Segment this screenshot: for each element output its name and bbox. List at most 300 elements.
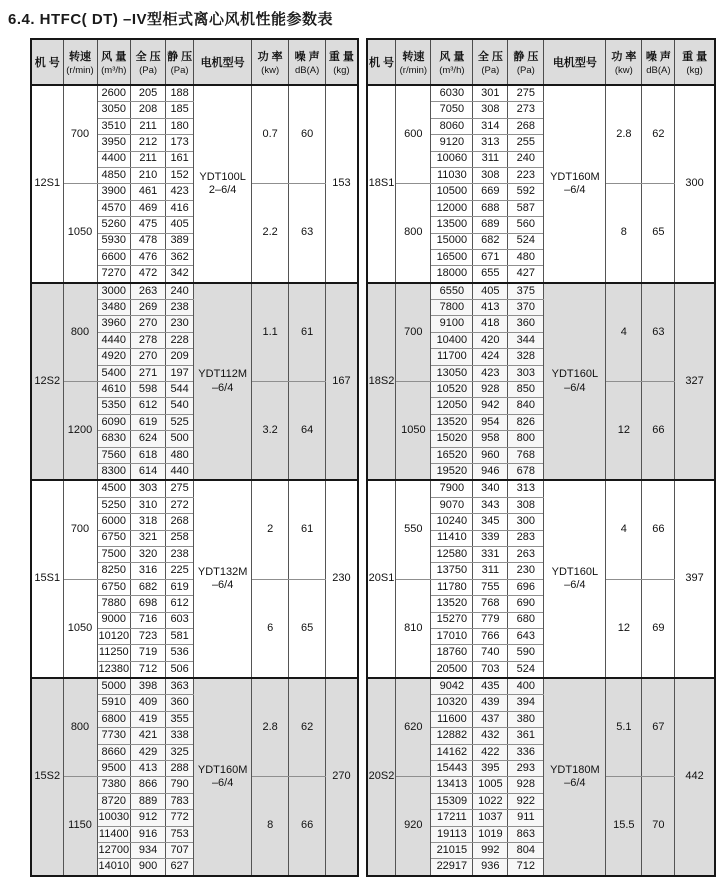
cell-airflow: 7500 — [97, 546, 131, 562]
cell-total-pressure: 624 — [131, 431, 166, 447]
cell-speed: 810 — [396, 579, 431, 678]
cell-static-pressure: 336 — [508, 744, 544, 760]
cell-total-pressure: 598 — [131, 382, 166, 398]
cell-airflow: 16500 — [431, 249, 473, 265]
cell-static-pressure: 180 — [166, 118, 194, 134]
cell-total-pressure: 688 — [473, 200, 508, 216]
cell-airflow: 14162 — [431, 744, 473, 760]
cell-total-pressure: 942 — [473, 398, 508, 414]
cell-power: 15.5 — [606, 777, 642, 876]
cell-total-pressure: 421 — [131, 728, 166, 744]
cell-static-pressure: 152 — [166, 167, 194, 183]
cell-airflow: 8720 — [97, 793, 131, 809]
cell-noise: 61 — [289, 283, 326, 382]
cell-total-pressure: 331 — [473, 546, 508, 562]
cell-motor-model: YDT180M –6/4 — [544, 678, 606, 876]
cell-weight: 230 — [326, 480, 358, 678]
cell-static-pressure: 863 — [508, 826, 544, 842]
cell-static-pressure: 680 — [508, 612, 544, 628]
cell-total-pressure: 954 — [473, 414, 508, 430]
cell-airflow: 15270 — [431, 612, 473, 628]
cell-static-pressure: 188 — [166, 85, 194, 102]
cell-weight: 300 — [675, 85, 715, 283]
cell-total-pressure: 422 — [473, 744, 508, 760]
cell-total-pressure: 912 — [131, 810, 166, 826]
cell-airflow: 12380 — [97, 661, 131, 678]
cell-static-pressure: 268 — [166, 514, 194, 530]
cell-static-pressure: 753 — [166, 826, 194, 842]
cell-total-pressure: 303 — [131, 480, 166, 497]
cell-static-pressure: 707 — [166, 842, 194, 858]
cell-airflow: 3480 — [97, 300, 131, 316]
col-header-speed: 转速 (r/min) — [396, 39, 431, 85]
cell-total-pressure: 429 — [131, 744, 166, 760]
cell-airflow: 13520 — [431, 414, 473, 430]
cell-static-pressure: 209 — [166, 349, 194, 365]
cell-static-pressure: 293 — [508, 761, 544, 777]
cell-speed: 1150 — [63, 777, 97, 876]
cell-airflow: 6000 — [97, 514, 131, 530]
cell-airflow: 6750 — [97, 579, 131, 595]
cell-total-pressure: 424 — [473, 349, 508, 365]
cell-total-pressure: 475 — [131, 217, 166, 233]
cell-speed: 800 — [396, 184, 431, 283]
cell-static-pressure: 272 — [166, 497, 194, 513]
cell-total-pressure: 395 — [473, 761, 508, 777]
cell-total-pressure: 405 — [473, 283, 508, 300]
col-header-weight: 重 量 (kg) — [326, 39, 358, 85]
cell-total-pressure: 469 — [131, 200, 166, 216]
cell-airflow: 15000 — [431, 233, 473, 249]
col-header-total-pressure: 全 压 (Pa) — [131, 39, 166, 85]
cell-static-pressure: 772 — [166, 810, 194, 826]
cell-noise: 64 — [289, 382, 326, 481]
cell-total-pressure: 478 — [131, 233, 166, 249]
cell-total-pressure: 669 — [473, 184, 508, 200]
cell-model: 12S2 — [31, 283, 63, 481]
cell-weight: 327 — [675, 283, 715, 481]
cell-static-pressure: 313 — [508, 480, 544, 497]
cell-airflow: 6830 — [97, 431, 131, 447]
cell-static-pressure: 258 — [166, 530, 194, 546]
cell-power: 2.2 — [252, 184, 289, 283]
col-header-model: 机 号 — [367, 39, 396, 85]
cell-static-pressure: 173 — [166, 135, 194, 151]
cell-static-pressure: 405 — [166, 217, 194, 233]
cell-airflow: 15309 — [431, 793, 473, 809]
cell-motor-model: YDT160M –6/4 — [544, 85, 606, 283]
cell-airflow: 3960 — [97, 316, 131, 332]
cell-model: 12S1 — [31, 85, 63, 283]
cell-static-pressure: 273 — [508, 102, 544, 118]
cell-speed: 550 — [396, 480, 431, 579]
cell-power: 5.1 — [606, 678, 642, 777]
cell-airflow: 9100 — [431, 316, 473, 332]
cell-airflow: 20500 — [431, 661, 473, 678]
cell-total-pressure: 916 — [131, 826, 166, 842]
cell-airflow: 3510 — [97, 118, 131, 134]
cell-airflow: 15020 — [431, 431, 473, 447]
cell-airflow: 10500 — [431, 184, 473, 200]
cell-total-pressure: 619 — [131, 414, 166, 430]
cell-total-pressure: 472 — [131, 266, 166, 283]
cell-airflow: 8300 — [97, 463, 131, 480]
cell-static-pressure: 342 — [166, 266, 194, 283]
cell-total-pressure: 413 — [473, 300, 508, 316]
cell-total-pressure: 682 — [473, 233, 508, 249]
cell-airflow: 12882 — [431, 728, 473, 744]
cell-airflow: 5000 — [97, 678, 131, 695]
cell-total-pressure: 398 — [131, 678, 166, 695]
cell-power: 8 — [606, 184, 642, 283]
cell-total-pressure: 614 — [131, 463, 166, 480]
cell-static-pressure: 840 — [508, 398, 544, 414]
cell-motor-model: YDT112M –6/4 — [194, 283, 252, 481]
cell-static-pressure: 161 — [166, 151, 194, 167]
cell-static-pressure: 389 — [166, 233, 194, 249]
cell-total-pressure: 1037 — [473, 810, 508, 826]
cell-static-pressure: 826 — [508, 414, 544, 430]
col-header-noise: 噪 声 dB(A) — [289, 39, 326, 85]
cell-airflow: 13750 — [431, 563, 473, 579]
cell-static-pressure: 255 — [508, 135, 544, 151]
cell-airflow: 18000 — [431, 266, 473, 283]
cell-static-pressure: 375 — [508, 283, 544, 300]
cell-airflow: 7050 — [431, 102, 473, 118]
cell-airflow: 7560 — [97, 447, 131, 463]
cell-airflow: 17010 — [431, 628, 473, 644]
cell-static-pressure: 268 — [508, 118, 544, 134]
cell-static-pressure: 524 — [508, 233, 544, 249]
cell-airflow: 12000 — [431, 200, 473, 216]
cell-total-pressure: 723 — [131, 628, 166, 644]
cell-static-pressure: 619 — [166, 579, 194, 595]
cell-motor-model: YDT100L 2–6/4 — [194, 85, 252, 283]
cell-total-pressure: 340 — [473, 480, 508, 497]
cell-airflow: 12580 — [431, 546, 473, 562]
cell-total-pressure: 1022 — [473, 793, 508, 809]
cell-model: 20S1 — [367, 480, 396, 678]
cell-total-pressure: 339 — [473, 530, 508, 546]
cell-airflow: 6600 — [97, 249, 131, 265]
cell-power: 4 — [606, 283, 642, 382]
cell-airflow: 4570 — [97, 200, 131, 216]
cell-airflow: 4400 — [97, 151, 131, 167]
cell-total-pressure: 212 — [131, 135, 166, 151]
cell-total-pressure: 420 — [473, 332, 508, 348]
cell-total-pressure: 311 — [473, 563, 508, 579]
cell-speed: 1050 — [63, 184, 97, 283]
table-row — [367, 85, 715, 102]
cell-noise: 65 — [642, 184, 675, 283]
cell-total-pressure: 437 — [473, 711, 508, 727]
cell-speed: 920 — [396, 777, 431, 876]
col-header-model: 机 号 — [31, 39, 63, 85]
cell-total-pressure: 432 — [473, 728, 508, 744]
col-header-motor-model: 电机型号 — [194, 39, 252, 85]
cell-speed: 1050 — [396, 382, 431, 481]
cell-static-pressure: 560 — [508, 217, 544, 233]
cell-total-pressure: 321 — [131, 530, 166, 546]
cell-static-pressure: 240 — [508, 151, 544, 167]
cell-total-pressure: 316 — [131, 563, 166, 579]
cell-airflow: 3900 — [97, 184, 131, 200]
cell-total-pressure: 900 — [131, 859, 166, 876]
col-header-total-pressure: 全 压 (Pa) — [473, 39, 508, 85]
cell-airflow: 3950 — [97, 135, 131, 151]
cell-static-pressure: 325 — [166, 744, 194, 760]
cell-airflow: 13520 — [431, 596, 473, 612]
cell-power: 12 — [606, 579, 642, 678]
cell-airflow: 4500 — [97, 480, 131, 497]
cell-static-pressure: 275 — [508, 85, 544, 102]
cell-total-pressure: 308 — [473, 167, 508, 183]
cell-noise: 63 — [642, 283, 675, 382]
cell-total-pressure: 461 — [131, 184, 166, 200]
cell-speed: 1200 — [63, 382, 97, 481]
spec-table-right — [366, 38, 716, 877]
cell-static-pressure: 911 — [508, 810, 544, 826]
cell-static-pressure: 370 — [508, 300, 544, 316]
cell-static-pressure: 225 — [166, 563, 194, 579]
cell-speed: 700 — [396, 283, 431, 382]
cell-total-pressure: 689 — [473, 217, 508, 233]
cell-noise: 66 — [642, 382, 675, 481]
cell-airflow: 7730 — [97, 728, 131, 744]
cell-airflow: 11400 — [97, 826, 131, 842]
cell-airflow: 12050 — [431, 398, 473, 414]
cell-airflow: 5400 — [97, 365, 131, 381]
cell-weight: 153 — [326, 85, 358, 283]
cell-airflow: 5350 — [97, 398, 131, 414]
cell-airflow: 4440 — [97, 332, 131, 348]
cell-total-pressure: 439 — [473, 695, 508, 711]
cell-power: 2.8 — [252, 678, 289, 777]
cell-static-pressure: 238 — [166, 546, 194, 562]
cell-total-pressure: 211 — [131, 151, 166, 167]
cell-total-pressure: 263 — [131, 283, 166, 300]
cell-total-pressure: 766 — [473, 628, 508, 644]
cell-airflow: 16520 — [431, 447, 473, 463]
cell-airflow: 6090 — [97, 414, 131, 430]
table-row — [367, 678, 715, 695]
cell-total-pressure: 768 — [473, 596, 508, 612]
cell-airflow: 9042 — [431, 678, 473, 695]
cell-static-pressure: 328 — [508, 349, 544, 365]
cell-static-pressure: 612 — [166, 596, 194, 612]
cell-static-pressure: 288 — [166, 761, 194, 777]
cell-static-pressure: 230 — [166, 316, 194, 332]
cell-static-pressure: 275 — [166, 480, 194, 497]
cell-airflow: 11030 — [431, 167, 473, 183]
cell-total-pressure: 423 — [473, 365, 508, 381]
cell-total-pressure: 476 — [131, 249, 166, 265]
table-row — [367, 184, 715, 200]
cell-total-pressure: 612 — [131, 398, 166, 414]
cell-airflow: 7270 — [97, 266, 131, 283]
cell-static-pressure: 263 — [508, 546, 544, 562]
cell-static-pressure: 506 — [166, 661, 194, 678]
cell-static-pressure: 300 — [508, 514, 544, 530]
cell-power: 2 — [252, 480, 289, 579]
cell-total-pressure: 671 — [473, 249, 508, 265]
cell-total-pressure: 418 — [473, 316, 508, 332]
cell-static-pressure: 380 — [508, 711, 544, 727]
cell-total-pressure: 313 — [473, 135, 508, 151]
cell-total-pressure: 712 — [131, 661, 166, 678]
cell-static-pressure: 416 — [166, 200, 194, 216]
cell-model: 18S1 — [367, 85, 396, 283]
cell-airflow: 10030 — [97, 810, 131, 826]
cell-static-pressure: 790 — [166, 777, 194, 793]
cell-static-pressure: 928 — [508, 777, 544, 793]
cell-total-pressure: 311 — [473, 151, 508, 167]
table-row — [367, 283, 715, 300]
cell-static-pressure: 800 — [508, 431, 544, 447]
cell-static-pressure: 690 — [508, 596, 544, 612]
cell-power: 0.7 — [252, 85, 289, 184]
col-header-static-pressure: 静 压 (Pa) — [166, 39, 194, 85]
cell-airflow: 9500 — [97, 761, 131, 777]
cell-total-pressure: 271 — [131, 365, 166, 381]
cell-static-pressure: 400 — [508, 678, 544, 695]
cell-total-pressure: 716 — [131, 612, 166, 628]
cell-static-pressure: 440 — [166, 463, 194, 480]
cell-static-pressure: 355 — [166, 711, 194, 727]
cell-static-pressure: 240 — [166, 283, 194, 300]
cell-static-pressure: 587 — [508, 200, 544, 216]
cell-airflow: 13413 — [431, 777, 473, 793]
cell-power: 8 — [252, 777, 289, 876]
cell-total-pressure: 409 — [131, 695, 166, 711]
cell-airflow: 19113 — [431, 826, 473, 842]
cell-airflow: 5260 — [97, 217, 131, 233]
cell-static-pressure: 678 — [508, 463, 544, 480]
cell-static-pressure: 804 — [508, 842, 544, 858]
cell-static-pressure: 525 — [166, 414, 194, 430]
cell-airflow: 12700 — [97, 842, 131, 858]
cell-weight: 442 — [675, 678, 715, 876]
cell-static-pressure: 363 — [166, 678, 194, 695]
cell-airflow: 3050 — [97, 102, 131, 118]
cell-airflow: 7880 — [97, 596, 131, 612]
cell-total-pressure: 278 — [131, 332, 166, 348]
cell-airflow: 13050 — [431, 365, 473, 381]
cell-static-pressure: 360 — [166, 695, 194, 711]
cell-total-pressure: 435 — [473, 678, 508, 695]
cell-motor-model: YDT160L –6/4 — [544, 480, 606, 678]
cell-total-pressure: 419 — [131, 711, 166, 727]
col-header-airflow: 风 量 (m³/h) — [97, 39, 131, 85]
cell-total-pressure: 618 — [131, 447, 166, 463]
page-title: 6.4. HTFC( DT) –IV型柜式离心风机性能参数表 — [8, 11, 334, 28]
cell-total-pressure: 318 — [131, 514, 166, 530]
cell-static-pressure: 228 — [166, 332, 194, 348]
cell-airflow: 9000 — [97, 612, 131, 628]
cell-noise: 69 — [642, 579, 675, 678]
cell-static-pressure: 603 — [166, 612, 194, 628]
cell-weight: 270 — [326, 678, 358, 876]
spec-table-left — [30, 38, 359, 877]
cell-static-pressure: 197 — [166, 365, 194, 381]
cell-total-pressure: 314 — [473, 118, 508, 134]
page — [0, 8, 720, 877]
cell-noise: 66 — [642, 480, 675, 579]
cell-static-pressure: 308 — [508, 497, 544, 513]
cell-total-pressure: 655 — [473, 266, 508, 283]
cell-total-pressure: 866 — [131, 777, 166, 793]
cell-total-pressure: 946 — [473, 463, 508, 480]
cell-speed: 600 — [396, 85, 431, 184]
cell-total-pressure: 301 — [473, 85, 508, 102]
cell-airflow: 3000 — [97, 283, 131, 300]
cell-total-pressure: 270 — [131, 316, 166, 332]
cell-noise: 61 — [289, 480, 326, 579]
cell-static-pressure: 922 — [508, 793, 544, 809]
cell-total-pressure: 270 — [131, 349, 166, 365]
cell-speed: 620 — [396, 678, 431, 777]
cell-airflow: 10320 — [431, 695, 473, 711]
cell-weight: 167 — [326, 283, 358, 481]
col-header-airflow: 风 量 (m³/h) — [431, 39, 473, 85]
cell-motor-model: YDT160L –6/4 — [544, 283, 606, 481]
table-row — [31, 678, 358, 695]
cell-total-pressure: 210 — [131, 167, 166, 183]
cell-airflow: 10520 — [431, 382, 473, 398]
table-row — [367, 382, 715, 398]
cell-static-pressure: 223 — [508, 167, 544, 183]
cell-airflow: 10120 — [97, 628, 131, 644]
cell-power: 3.2 — [252, 382, 289, 481]
cell-noise: 63 — [289, 184, 326, 283]
cell-static-pressure: 627 — [166, 859, 194, 876]
cell-airflow: 6750 — [97, 530, 131, 546]
cell-total-pressure: 1019 — [473, 826, 508, 842]
cell-airflow: 7900 — [431, 480, 473, 497]
cell-airflow: 5930 — [97, 233, 131, 249]
cell-total-pressure: 719 — [131, 645, 166, 661]
cell-total-pressure: 928 — [473, 382, 508, 398]
header-row — [31, 39, 358, 85]
cell-power: 4 — [606, 480, 642, 579]
cell-total-pressure: 211 — [131, 118, 166, 134]
cell-static-pressure: 480 — [508, 249, 544, 265]
cell-airflow: 5250 — [97, 497, 131, 513]
cell-static-pressure: 360 — [508, 316, 544, 332]
cell-model: 20S2 — [367, 678, 396, 876]
cell-total-pressure: 958 — [473, 431, 508, 447]
cell-total-pressure: 703 — [473, 661, 508, 678]
cell-speed: 700 — [63, 85, 97, 184]
col-header-power: 功 率 (kw) — [252, 39, 289, 85]
cell-speed: 800 — [63, 283, 97, 382]
cell-total-pressure: 208 — [131, 102, 166, 118]
cell-static-pressure: 696 — [508, 579, 544, 595]
cell-noise: 66 — [289, 777, 326, 876]
cell-airflow: 5910 — [97, 695, 131, 711]
cell-airflow: 11250 — [97, 645, 131, 661]
col-header-power: 功 率 (kw) — [606, 39, 642, 85]
cell-total-pressure: 992 — [473, 842, 508, 858]
cell-airflow: 10060 — [431, 151, 473, 167]
cell-static-pressure: 540 — [166, 398, 194, 414]
col-header-speed: 转速 (r/min) — [63, 39, 97, 85]
col-header-static-pressure: 静 压 (Pa) — [508, 39, 544, 85]
cell-airflow: 17211 — [431, 810, 473, 826]
cell-airflow: 6550 — [431, 283, 473, 300]
cell-airflow: 8250 — [97, 563, 131, 579]
cell-total-pressure: 310 — [131, 497, 166, 513]
